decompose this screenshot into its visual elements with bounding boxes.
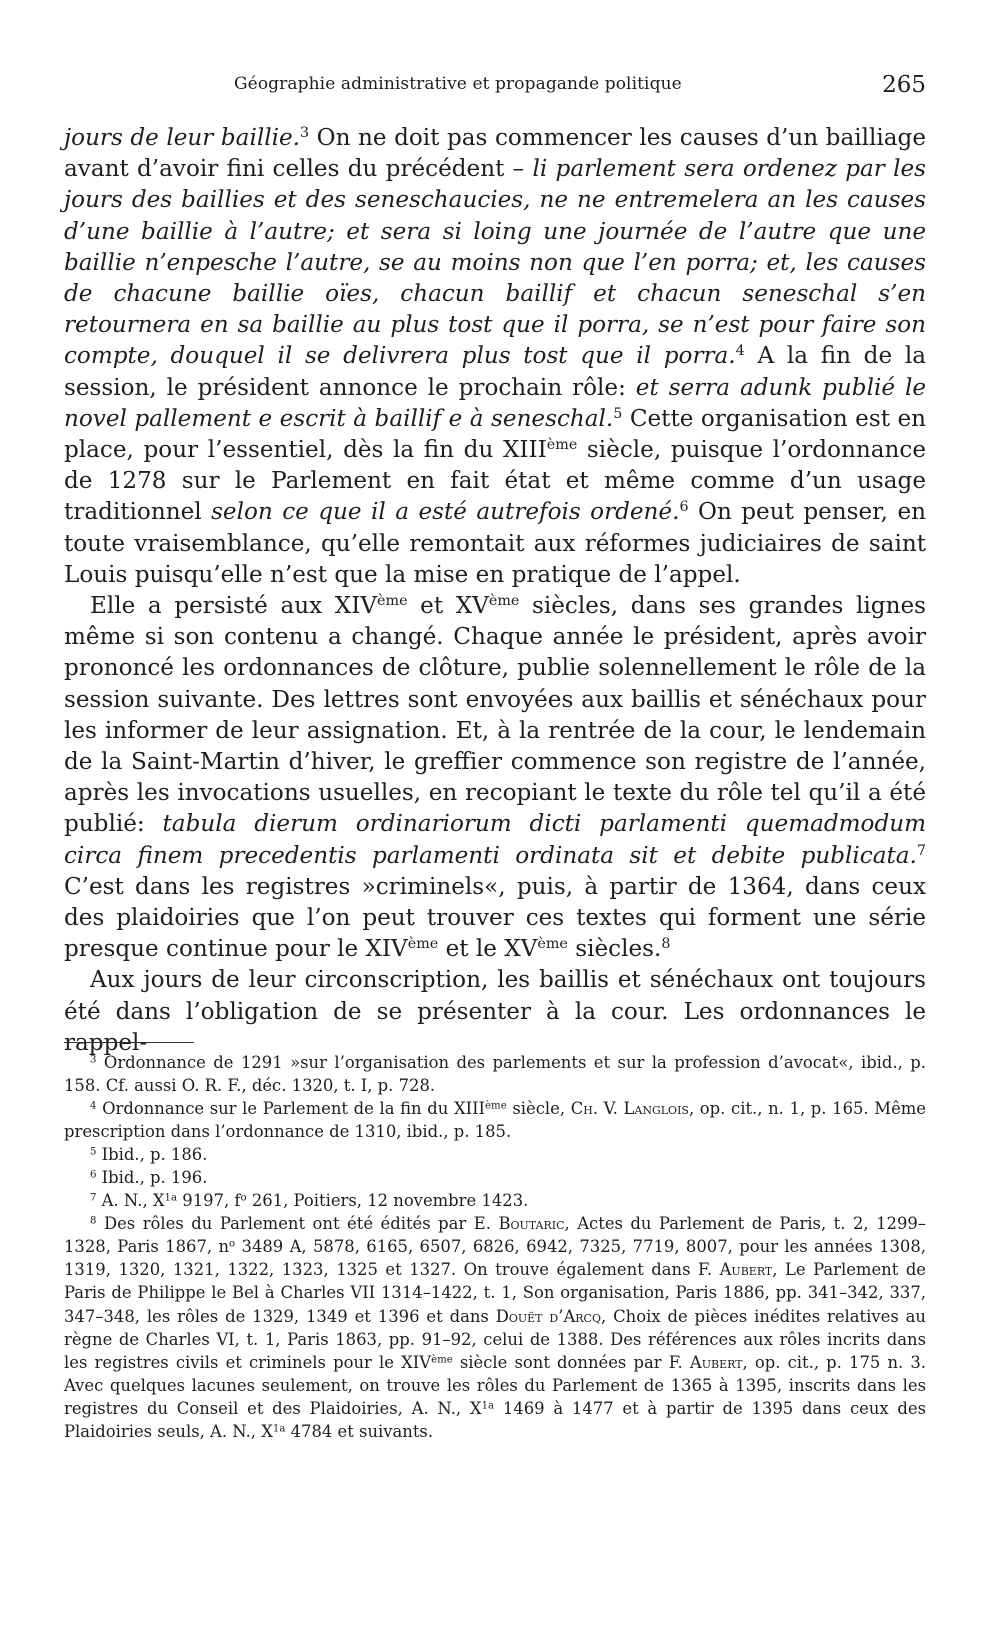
text-run: A la fin de la session, le président annonce le prochain rôle: bbox=[64, 343, 926, 401]
author-name: Aubert bbox=[689, 1352, 743, 1372]
running-header bbox=[64, 74, 926, 108]
superscript: 7 bbox=[916, 842, 926, 859]
text-run: On peut penser, en toute vraisemblance, qu’elle remontait aux réformes judiciaires de saint Louis puisqu’elle n’est que la mise en pratique de l’appel. bbox=[64, 499, 927, 588]
superscript: ème bbox=[485, 1100, 507, 1112]
italic-text: li parlement sera ordenez par les jours des baillies et des seneschaucies, ne ne entremelera an les causes d’une baillie à l’autre; et sera si loing une journée de l’autre que une baillie n’enpesche l’autre, se au moins non que l’en porra; et, les causes de chacune baillie oïes, chacun baillif et chacun seneschal s’en retournera en sa baillie au plus tost que il porra, se n’est pour faire son compte, douquel il se delivrera plus tost que il porra. bbox=[64, 156, 927, 370]
italic-text: et serra adunk publié le novel pallement e escrit à baillif e à seneschal. bbox=[64, 374, 926, 432]
footnote bbox=[64, 1097, 926, 1143]
superscript: ème bbox=[488, 593, 520, 610]
text-run: , op. cit., n. 1, p. 165. Même prescription dans l’ordonnance de 1310, ibid., p. 185. bbox=[64, 1099, 927, 1142]
text-run: siècle, puisque l’ordonnance de 1278 sur le Parlement en fait état et même comme d’un usage traditionnel bbox=[64, 437, 926, 526]
superscript: 3 bbox=[90, 1054, 97, 1066]
text-run: siècle, bbox=[506, 1099, 571, 1119]
superscript: ème bbox=[537, 936, 568, 953]
text-run: 9197, f bbox=[177, 1191, 241, 1211]
superscript: 3 bbox=[300, 125, 310, 142]
text-run: , Actes du Parlement de Paris, t. 2, 1299–1328, Paris 1867, n bbox=[64, 1214, 926, 1257]
footnote bbox=[64, 1189, 926, 1212]
text-run: 3489 A, 5878, 6165, 6507, 6826, 6942, 7325, 7719, 8007, pour les années 1308, 1319, 1320, 1321, 1322, 1323, 1325 et 1327. On trouve également dans F. bbox=[64, 1237, 926, 1280]
superscript: ème bbox=[431, 1354, 453, 1366]
italic-text: jours de leur baillie. bbox=[64, 125, 300, 151]
paragraph bbox=[64, 591, 926, 965]
text-run: Aux jours de leur circonscription, les baillis et sénéchaux ont toujours été dans l’obligation de se présenter à la cour. Les ordonnances le rappel- bbox=[64, 967, 926, 1056]
text-run: , op. cit., p. 175 n. 3. Avec quelques lacunes seulement, on trouve les rôles du Parlement de 1365 à 1395, inscrits dans les registres du Conseil et des Plaidoiries, A. N., X bbox=[64, 1352, 926, 1418]
footnote bbox=[64, 1212, 926, 1442]
superscript: ème bbox=[377, 593, 408, 610]
running-title: Géographie administrative et propagande politique bbox=[234, 74, 682, 94]
text-run: Ordonnance de 1291 »sur l’organisation des parlements et sur la profession d’avocat«, ibid., p. 158. Cf. aussi O. R. F., déc. 1320, t. I, p. 728. bbox=[64, 1053, 926, 1096]
superscript: 1a bbox=[272, 1423, 286, 1435]
page-number: 265 bbox=[882, 72, 926, 98]
superscript: 8 bbox=[90, 1215, 97, 1227]
superscript: 6 bbox=[90, 1169, 97, 1181]
text-run: Ibid., p. 186. bbox=[96, 1145, 208, 1165]
author-name: Boutaric bbox=[498, 1214, 565, 1234]
superscript: 5 bbox=[613, 405, 623, 422]
text-run: Cette organisation est en place, pour l’essentiel, dès la fin du XIII bbox=[64, 405, 926, 464]
text-run: , Le Parlement de Paris de Philippe le Bel à Charles VII 1314–1422, t. 1, Son organisation, Paris 1886, pp. 341–342, 337, 347–348, les rôles de 1329, 1349 et 1396 et dans bbox=[64, 1260, 927, 1326]
superscript: o bbox=[240, 1192, 247, 1204]
text-run: et XV bbox=[407, 593, 489, 620]
superscript: 4 bbox=[735, 343, 745, 360]
superscript: ème bbox=[546, 437, 578, 454]
text-run: et le XV bbox=[438, 936, 538, 963]
body-text bbox=[64, 123, 926, 1059]
text-run: , Choix de pièces inédites relatives au règne de Charles VI, t. 1, Paris 1863, pp. 91–92, celui de 1388. Des références aux rôles incrits dans les registres civils et criminels pour le XIV bbox=[64, 1306, 926, 1372]
paragraph bbox=[64, 965, 926, 1059]
superscript: 6 bbox=[679, 499, 689, 516]
text-run: siècle sont données par F. bbox=[452, 1352, 690, 1372]
superscript: o bbox=[229, 1238, 236, 1250]
footnote bbox=[64, 1143, 926, 1166]
text-run: siècles, dans ses grandes lignes même si son contenu a changé. Chaque année le président, après avoir prononcé les ordonnances de clôture, publie solennellement le rôle de la session suivante. Des lettres sont envoyées aux baillis et sénéchaux pour les informer de leur assignation. Et, à la rentrée de la cour, le lendemain de la Saint-Martin d’hiver, le greffier commence son registre de l’année, après les invocations usuelles, en recopiant le texte du rôle tel qu’il a été publié: bbox=[64, 593, 926, 838]
superscript: 5 bbox=[90, 1146, 97, 1158]
superscript: 7 bbox=[90, 1192, 97, 1204]
italic-text: selon ce que il a esté autrefois ordené. bbox=[211, 499, 680, 526]
superscript: ème bbox=[407, 936, 439, 953]
footnote-separator bbox=[64, 1042, 194, 1043]
superscript: 1a bbox=[481, 1400, 495, 1412]
text-run: Ibid., p. 196. bbox=[96, 1168, 208, 1188]
footnotes bbox=[64, 1051, 926, 1443]
superscript: 8 bbox=[661, 936, 671, 953]
author-name: Aubert bbox=[719, 1260, 773, 1280]
footnote bbox=[64, 1166, 926, 1189]
text-run: Elle a persisté aux XIV bbox=[90, 593, 378, 620]
author-name: Ch. V. Langlois bbox=[570, 1099, 689, 1119]
text-run: On ne doit pas commencer les causes d’un bailliage avant d’avoir fini celles du précédent – bbox=[64, 125, 926, 183]
footnote bbox=[64, 1051, 926, 1097]
text-run: C’est dans les registres »criminels«, puis, à partir de 1364, dans ceux des plaidoiries que l’on peut trouver ces textes qui forment une série presque continue pour le XIV bbox=[64, 873, 926, 963]
author-name: Douët d’Arcq bbox=[495, 1306, 601, 1326]
text-run: siècles. bbox=[567, 936, 662, 963]
text-run: 4784 et suivants. bbox=[285, 1421, 434, 1441]
paragraph bbox=[64, 123, 926, 591]
italic-text: tabula dierum ordinariorum dicti parlamenti quemadmodum circa finem precedentis parlamenti ordinata sit et debite publicata. bbox=[64, 811, 927, 869]
text-run: 1469 à 1477 et à partir de 1395 dans ceux des Plaidoiries seuls, A. N., X bbox=[64, 1398, 926, 1441]
text-run: 261, Poitiers, 12 novembre 1423. bbox=[246, 1191, 529, 1211]
superscript: 1a bbox=[164, 1192, 178, 1204]
superscript: 4 bbox=[90, 1100, 97, 1112]
text-run: Des rôles du Parlement ont été édités par E. bbox=[96, 1214, 499, 1234]
text-run: A. N., X bbox=[96, 1191, 165, 1211]
text-run: Ordonnance sur le Parlement de la fin du XIII bbox=[96, 1099, 486, 1119]
